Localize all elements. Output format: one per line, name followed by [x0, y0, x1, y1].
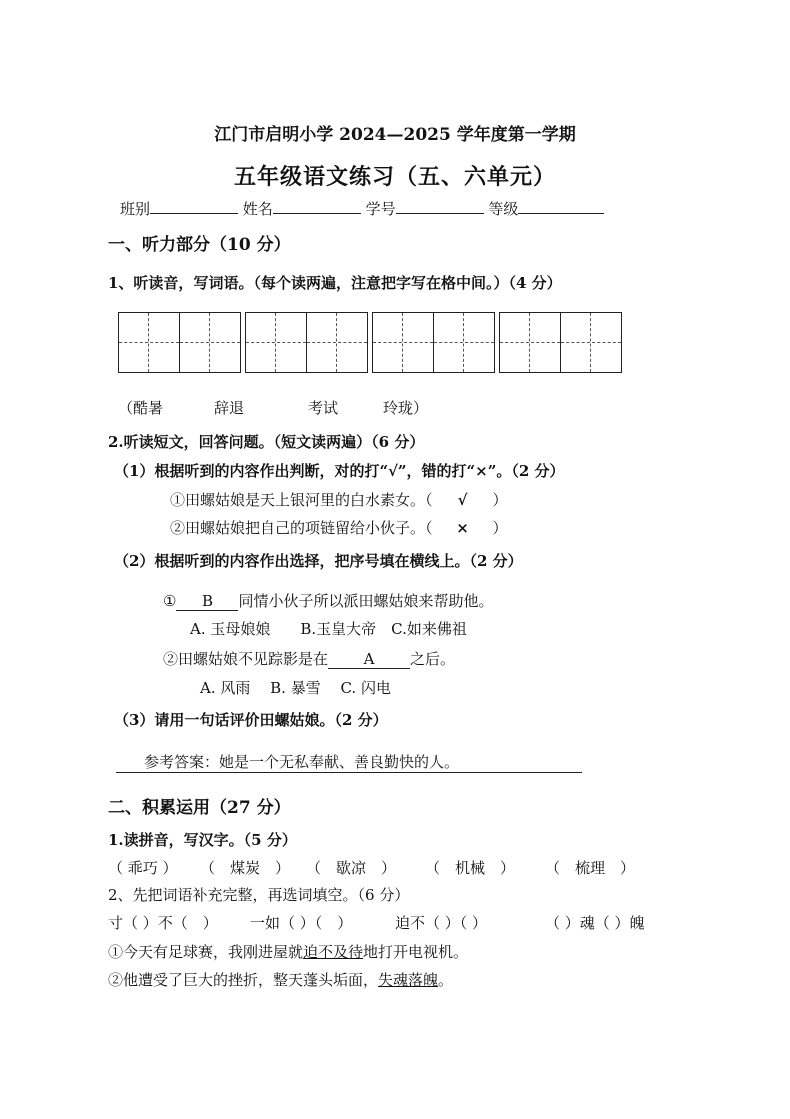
class-label: 班别 [120, 200, 151, 218]
student-info-row [120, 198, 604, 219]
choice-b-text: 之后。 [410, 650, 456, 668]
grid-group [499, 312, 622, 373]
sentence-2 [108, 969, 453, 990]
sentence-2-answer[interactable]: 失魂落魄 [378, 971, 439, 989]
grid-cell[interactable] [306, 313, 367, 372]
judge-answer[interactable]: × [456, 519, 469, 537]
grid-cell[interactable] [500, 313, 560, 372]
choice-b [163, 648, 455, 669]
word-answer: 玲珑） [383, 399, 429, 417]
writing-grid [118, 312, 622, 373]
sentence-2-post: 。 [438, 971, 454, 989]
pinyin-answer: （ 歇凉 ） [306, 859, 397, 877]
s1-q2-part1: （1）根据听到的内容作出判断，对的打“√”，错的打“×”。（2 分） [114, 462, 565, 480]
grid-cell[interactable] [433, 313, 494, 372]
s1-q2-part2: （2）根据听到的内容作出选择，把序号填在横线上。（2 分） [114, 552, 523, 570]
s1-q2-prompt: 2.听读短文，回答问题。（短文读两遍）（6 分） [108, 433, 425, 451]
number-blank[interactable] [396, 199, 484, 214]
judge-item: ①田螺姑娘是天上银河里的白水素女。（ √ ） [170, 491, 508, 509]
pinyin-answer: （ 机械 ） [425, 859, 516, 877]
judge-answer[interactable]: √ [457, 491, 468, 509]
sentence-2-pre: ②他遭受了巨大的挫折，整天蓬头垢面， [108, 971, 379, 989]
grid-cell[interactable] [246, 313, 306, 372]
grid-group [372, 312, 495, 373]
s1-q2-part3: （3）请用一句话评价田螺姑娘。（2 分） [114, 711, 388, 729]
s1-q1-prompt: 1、听读音，写词语。（每个读两遍，注意把字写在格中间。）（4 分） [108, 274, 562, 292]
grid-cell[interactable] [179, 313, 240, 372]
section2-title: 二、积累运用（27 分） [108, 798, 291, 818]
name-label: 姓名 [242, 200, 273, 218]
sentence-1-post: 地打开电视机。 [363, 943, 469, 961]
choice-a-options: A. 玉母娘娘 B.玉皇大帝 C.如来佛祖 [190, 620, 467, 638]
sentence-1-answer[interactable]: 迫不及待 [303, 943, 364, 961]
section1-title: 一、听力部分（10 分） [108, 235, 291, 255]
grid-cell[interactable] [373, 313, 433, 372]
name-blank[interactable] [273, 199, 361, 214]
choice-b-prefix: ②田螺姑娘不见踪影是在 [163, 650, 329, 668]
grid-group [118, 312, 241, 373]
grid-group [245, 312, 368, 373]
choice-a-text: 同情小伙子所以派田螺姑娘来帮助他。 [238, 592, 494, 610]
school-header: 江门市启明小学 2024—2025 学年度第一学期 [214, 125, 576, 145]
idiom-blank[interactable]: 一如（ ）（ ） [250, 914, 353, 932]
pinyin-answer: （ 乖巧 ） [108, 859, 178, 877]
evaluation-answer[interactable]: 参考答案：她是一个无私奉献、善良勤快的人。 [116, 751, 582, 773]
idiom-blank[interactable]: 迫不（ ）（ ） [395, 914, 488, 932]
word-answer: 辞退 [214, 399, 245, 417]
word-answer: 考试 [308, 399, 339, 417]
sentence-1 [108, 941, 468, 962]
judge-item-text: ①田螺姑娘是天上银河里的白水素女。 [170, 491, 426, 509]
page-title: 五年级语文练习（五、六单元） [233, 164, 556, 190]
s2-q1-prompt: 1.读拼音，写汉字。（5 分） [108, 831, 297, 849]
judge-item: ②田螺姑娘把自己的项链留给小伙子。（ × ） [170, 519, 508, 537]
pinyin-answer: （ 煤炭 ） [200, 859, 291, 877]
class-blank[interactable] [150, 199, 238, 214]
choice-a-answer[interactable]: B [176, 592, 238, 611]
idiom-blank[interactable]: （ ）魂（ ）魄 [545, 914, 645, 932]
number-label: 学号 [365, 200, 396, 218]
choice-a-prefix: ① [163, 592, 177, 610]
judge-item-text: ②田螺姑娘把自己的项链留给小伙子。 [170, 519, 426, 537]
s2-q2-prompt: 2、先把词语补充完整，再选词填空。（6 分） [108, 886, 410, 904]
sentence-1-pre: ①今天有足球赛，我刚进屋就 [108, 943, 304, 961]
choice-b-answer[interactable]: A [328, 650, 410, 669]
grid-cell[interactable] [119, 313, 179, 372]
word-answer: （酷暑 [118, 399, 164, 417]
choice-a [163, 590, 493, 611]
grade-label: 等级 [488, 200, 519, 218]
choice-b-options: A. 风雨 B. 暴雪 C. 闪电 [200, 679, 391, 697]
grade-blank[interactable] [518, 199, 604, 214]
pinyin-answer: （ 梳理 ） [545, 859, 636, 877]
idiom-blank[interactable]: 寸（ ）不（ ） [108, 914, 218, 932]
grid-cell[interactable] [560, 313, 621, 372]
